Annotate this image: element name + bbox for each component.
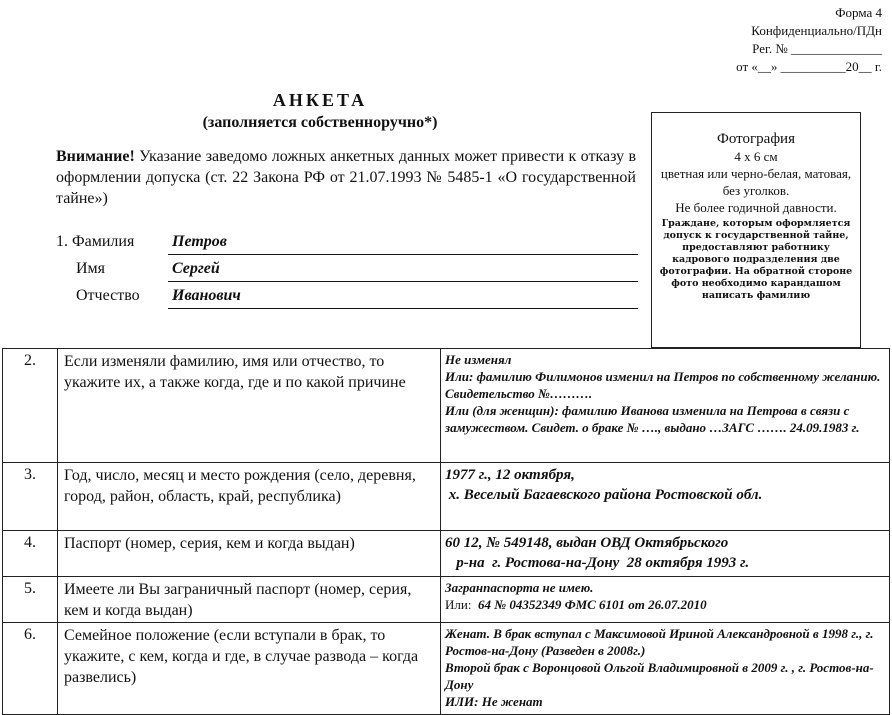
answer-line: Или: фамилию Филимонов изменил на Петров по собственному желанию. Свидетельство №………. xyxy=(445,369,881,401)
table-row xyxy=(3,531,890,577)
answer-line: 60 12, № 549148, выдан ОВД Октябрьского xyxy=(445,535,729,551)
table-row xyxy=(3,463,890,531)
registration-date: от «__» __________20__ г. xyxy=(736,59,882,74)
row-question: Год, число, месяц и место рождения (село, деревня, город, район, область, край, республика) xyxy=(58,463,441,531)
surname-row xyxy=(56,233,638,255)
row-question: Если изменяли фамилию, имя или отчество, то укажите их, а также когда, где и по какой причине xyxy=(58,349,441,463)
table-row xyxy=(3,623,890,715)
answer-line: Второй брак с Воронцовой Ольгой Владимировной в 2009 г. , г. Ростов-на-Дону xyxy=(445,660,874,692)
answer-or: Или: xyxy=(445,597,472,612)
table-row xyxy=(3,349,890,463)
answer-passport: 64 № 04352349 ФМС 6101 от 26.07.2010 xyxy=(471,597,707,612)
answer-line: 1977 г., 12 октября, xyxy=(445,467,575,483)
photo-size: 4 х 6 см xyxy=(734,149,778,164)
passport-answer[interactable] xyxy=(441,531,890,577)
warning-label: Внимание! xyxy=(56,148,135,165)
answer-line: х. Веселый Багаевского района Ростовской обл. xyxy=(445,487,763,503)
form-number: Форма 4 xyxy=(835,5,882,20)
answer-line: р-на г. Ростова-на-Дону 28 октября 1993 г. xyxy=(445,555,750,571)
answer-line: Или (для женщин): фамилию Иванова изменила на Петрова в связи с замужеством. Свидет. о браке № …., выдано …ЗАГС ……. 24.09.1983 г. xyxy=(445,403,860,435)
patronymic-field[interactable]: Иванович xyxy=(172,287,241,304)
row-number: 2. xyxy=(3,349,58,463)
first-name-row xyxy=(56,260,638,282)
foreign-passport-answer[interactable] xyxy=(441,577,890,623)
answer-line: Женат. В брак вступал с Максимовой Ириной Александровной в 1998 г., г. Ростов-на-Дону (Разведен в 2008г.) xyxy=(445,626,874,658)
surname-field[interactable]: Петров xyxy=(172,233,227,250)
first-name-field[interactable]: Сергей xyxy=(172,260,220,277)
row-number: 6. xyxy=(3,623,58,715)
patronymic-row xyxy=(56,287,638,309)
birth-answer[interactable] xyxy=(441,463,890,531)
answer-line: Не изменял xyxy=(445,352,512,367)
patronymic-underline xyxy=(168,308,638,309)
row-question: Семейное положение (если вступали в брак, то укажите, с кем, когда и где, в случае развода – когда развелись) xyxy=(58,623,441,715)
photo-placeholder xyxy=(651,112,861,348)
first-name-underline xyxy=(168,281,638,282)
warning-notice xyxy=(56,146,636,209)
photo-type: цветная или черно-белая, матовая, без уголков. xyxy=(660,166,852,198)
patronymic-label: Отчество xyxy=(76,287,140,304)
row-number: 5. xyxy=(3,577,58,623)
confidentiality-mark: Конфиденциально/ПДн xyxy=(751,23,882,38)
row-number: 4. xyxy=(3,531,58,577)
row-question: Паспорт (номер, серия, кем и когда выдан) xyxy=(58,531,441,577)
row-question: Имеете ли Вы заграничный паспорт (номер, серия, кем и когда выдан) xyxy=(58,577,441,623)
photo-age: Не более годичной давности. xyxy=(675,200,837,215)
answer-line: ИЛИ: Не женат xyxy=(445,694,543,709)
name-change-answer[interactable] xyxy=(441,349,890,463)
page-title: АНКЕТА xyxy=(272,90,368,110)
photo-note: Граждане, которым оформляется допуск к государственной тайне, предоставляют работнику кадрового подразделения две фотографии. На обратной стороне фото необходимо карандашом написать фамилию xyxy=(659,218,853,301)
answer-line: Загранпаспорта не имею. xyxy=(445,580,594,595)
table-row xyxy=(3,577,890,623)
first-name-label: Имя xyxy=(76,260,106,277)
registration-number: Рег. № ______________ xyxy=(752,41,882,56)
photo-title: Фотография xyxy=(717,131,795,147)
row-number: 3. xyxy=(3,463,58,531)
page-subtitle: (заполняется собственноручно*) xyxy=(202,114,438,131)
answer-line xyxy=(445,596,885,613)
marital-answer[interactable] xyxy=(441,623,890,715)
questionnaire-table xyxy=(2,348,890,715)
surname-underline xyxy=(168,254,638,255)
surname-label: 1. Фамилия xyxy=(56,233,135,250)
warning-text: Указание заведомо ложных анкетных данных может привести к отказу в оформлении допуска (ст. 22 Закона РФ от 21.07.1993 № 5485-1 «О государственной тайне») xyxy=(56,148,636,207)
